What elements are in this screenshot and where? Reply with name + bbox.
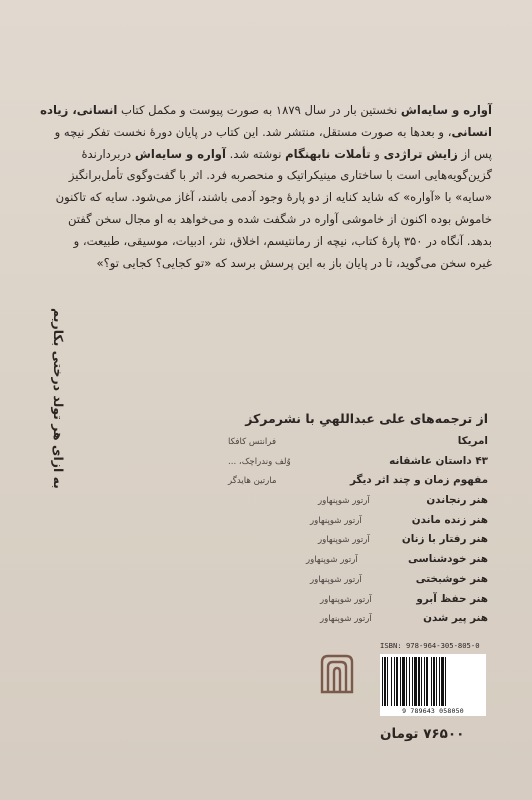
- book-author: فرانتس کافکا: [228, 437, 277, 447]
- isbn-number: ISBN: 978-964-305-805-0: [380, 641, 480, 650]
- description-line: بدهد. آنگاه در ۳۵۰ پارهٔ کتاب، نیچه از رمانتیسم، اخلاق، نثر، ادبیات، موسیقی، طبیعت، و: [73, 233, 492, 248]
- book-title: مفهوم زمان و چند اثر دیگر: [349, 474, 488, 487]
- book-title: هنر پیر شدن: [423, 612, 488, 625]
- book-title: هنر خوشبختی: [415, 572, 488, 585]
- book-row: [226, 514, 488, 534]
- barcode-digits: 9 789643 058050: [402, 707, 464, 715]
- book-title: هنر حفظ آبرو: [416, 592, 488, 605]
- book-row: [226, 553, 488, 573]
- book-row: [226, 455, 488, 475]
- publisher-logo-icon: [318, 652, 356, 698]
- book-row: [226, 435, 488, 455]
- book-row: [226, 533, 488, 553]
- description-line: گزین‌گویه‌هایی است با ساختاری مینیکراتیک و منحصربه فرد. اثر با گفت‌وگوی تأمل‌برانگیز: [68, 168, 492, 183]
- isbn-block: [380, 641, 486, 716]
- book-row: [226, 573, 488, 593]
- book-author: آرتور شوپنهاور: [318, 535, 370, 546]
- book-title: امریکا: [457, 435, 488, 447]
- book-author: آرتور شوپنهاور: [320, 614, 372, 625]
- book-author: آرتور شوپنهاور: [306, 555, 358, 566]
- description-line: آواره و سایه‌اش نخستین بار در سال ۱۸۷۹ به صورت پیوست و مکمل کتاب انسانی، زیاده: [40, 103, 492, 117]
- book-author: آرتور شوپنهاور: [310, 515, 362, 526]
- book-author: وُلف وندراچک، ...: [228, 456, 291, 467]
- description-line: خاموش بوده اکنون از خاموشی آواره در شگفت شده و می‌خواهد به او مجال سخن گفتن: [67, 211, 492, 226]
- book-title: هنر زنده ماندن: [411, 513, 488, 526]
- book-description: [32, 100, 492, 274]
- description-line: پس از زایش تراژدی و تأملات نابهنگام نوشته شد. آواره و سایه‌اش دربردارندهٔ: [81, 146, 492, 161]
- description-line: غیره سخن می‌گوید، تا در پایان باز به این پرسش برسد که «تو کجایی؟ کجایی تو؟»: [96, 255, 492, 270]
- translations-heading: از ترجمه‌های علی عبداللهیِ با نشرمرکز: [245, 411, 488, 426]
- book-title: ۴۳ داستان عاشقانه: [389, 454, 488, 467]
- book-author: آرتور شوپنهاور: [310, 574, 362, 585]
- description-line: «سایه» با «آواره» که شاید کنایه از دو پارهٔ وجود آدمی باشند، آغاز می‌شود. سایه که تاکنون: [55, 190, 492, 205]
- book-row: [226, 474, 488, 494]
- barcode-icon: [380, 654, 486, 716]
- book-title: هنر رفتار با زنان: [401, 533, 488, 546]
- book-row: [226, 494, 488, 514]
- book-author: آرتور شوپنهاور: [318, 496, 370, 507]
- price-label: ۷۶۵۰۰ تومان: [380, 726, 465, 742]
- book-row: [226, 612, 488, 632]
- book-row: [226, 593, 488, 613]
- description-line: انسانی، و بعدها به صورت مستقل، منتشر شد. این کتاب در پایان دورهٔ نخست تفکر نیچه و: [54, 124, 492, 139]
- barcode-bar: [446, 657, 448, 706]
- book-author: آرتور شوپنهاور: [320, 594, 372, 605]
- book-title: هنر رنجاندن: [426, 494, 488, 507]
- tree-planting-slogan: به ازای هر تولد درختی بکاریم: [51, 308, 66, 489]
- book-title: هنر خودشناسی: [408, 553, 488, 566]
- translations-list: [226, 411, 488, 632]
- book-author: مارتین هایدگر: [228, 476, 277, 487]
